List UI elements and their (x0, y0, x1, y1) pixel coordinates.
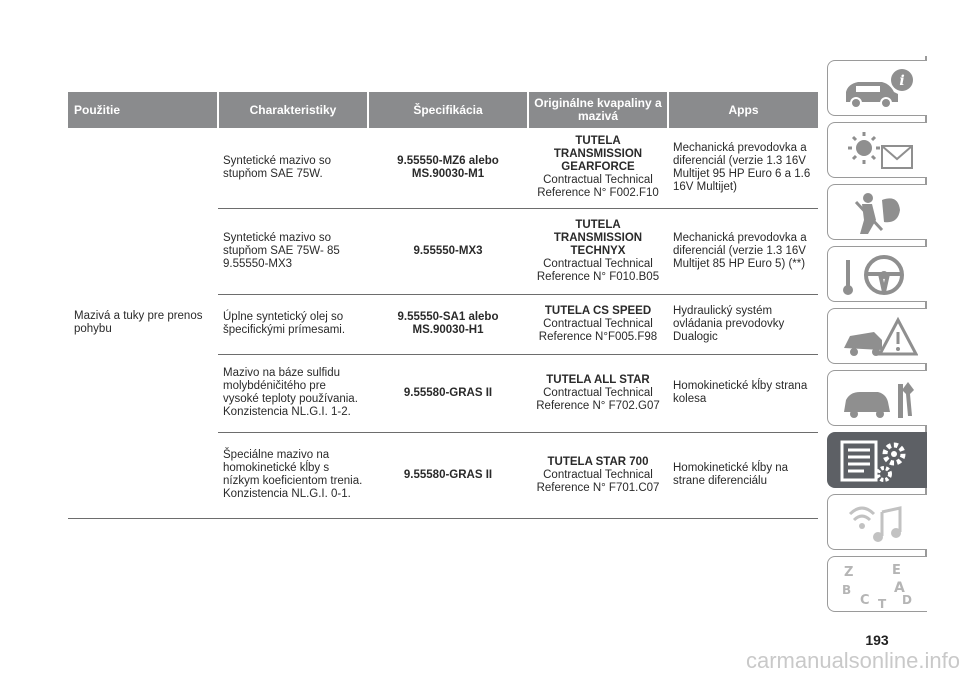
characteristics-cell: Mazivo na báze sulfidu molybdéničitého pre vysoké teploty používania. Konzistencia NL.G.I. 1-2. (218, 354, 368, 432)
technical-data-icon (838, 438, 918, 484)
apps-cell: Mechanická prevodovka a diferenciál (verzie 1.3 16V Multijet 85 HP Euro 5) (**) (668, 208, 818, 294)
watermark: carmanualsonline.info (745, 648, 960, 673)
tab-warning-lights[interactable] (827, 122, 927, 178)
tab-index[interactable] (827, 556, 927, 612)
fluid-cell (528, 208, 668, 294)
steering-start-icon (838, 252, 918, 298)
index-letter: B (842, 583, 852, 597)
characteristics-cell: Špeciálne mazivo na homokinetické kĺby s nízkym koeficientom trenia. Konzistencia NL.G.I. 0-1. (218, 432, 368, 518)
fluid-cell (528, 354, 668, 432)
fluid-reference: Contractual Technical Reference N° F702.G07 (536, 386, 660, 412)
car-info-icon (838, 66, 918, 112)
header-usage: Použitie (68, 92, 218, 128)
safety-airbag-icon (838, 190, 918, 236)
specification-cell: 9.55580-GRAS II (368, 354, 528, 432)
specification-cell: 9.55550-MZ6 alebo MS.90030-M1 (368, 128, 528, 208)
tab-multimedia[interactable] (827, 494, 927, 550)
index-letter: A (894, 580, 905, 596)
index-letter: D (902, 593, 912, 607)
header-specification: Špecifikácia (368, 92, 528, 128)
fluid-cell (528, 128, 668, 208)
fluid-reference: Contractual Technical Reference N°F005.F98 (538, 317, 658, 343)
fluid-cell (528, 432, 668, 518)
index-letter: T (878, 597, 887, 608)
fluid-name: TUTELA TRANSMISSION GEARFORCE (553, 135, 643, 174)
usage-cell: Mazivá a tuky pre prenos pohybu (68, 128, 218, 518)
characteristics-cell: Úplne syntetický olej so špecifickými prímesami. (218, 294, 368, 354)
header-characteristics: Charakteristiky (218, 92, 368, 128)
apps-cell: Hydraulický systém ovládania prevodovky Dualogic (668, 294, 818, 354)
table-header-row (68, 92, 818, 128)
tab-car-info[interactable] (827, 60, 927, 116)
index-letter: C (860, 593, 870, 608)
multimedia-icon (838, 500, 918, 546)
specification-cell: 9.55580-GRAS II (368, 432, 528, 518)
svg-text:i: i (899, 73, 905, 89)
characteristics-cell: Syntetické mazivo so stupňom SAE 75W. (218, 128, 368, 208)
fluid-reference: Contractual Technical Reference N° F010.B05 (536, 257, 660, 283)
tab-maintenance[interactable] (827, 370, 927, 426)
tab-emergency[interactable] (827, 308, 927, 364)
header-apps: Apps (668, 92, 818, 128)
fluid-cell (528, 294, 668, 354)
index-letter: E (892, 563, 901, 578)
maintenance-icon (838, 376, 918, 422)
header-fluids: Originálne kvapaliny a mazivá (528, 92, 668, 128)
apps-cell: Homokinetické kĺby na strane diferenciálu (668, 432, 818, 518)
table-row (68, 128, 818, 208)
fluid-reference: Contractual Technical Reference N° F701.C07 (536, 468, 660, 494)
fluid-name: TUTELA STAR 700 (547, 455, 649, 468)
apps-cell: Mechanická prevodovka a diferenciál (verzie 1.3 16V Multijet 95 HP Euro 6 a 1.6 16V Multijet) (668, 128, 818, 208)
tab-safety[interactable] (827, 184, 927, 240)
warning-lights-icon (838, 128, 918, 174)
tab-starting-driving[interactable] (827, 246, 927, 302)
index-letter: Z (844, 565, 854, 580)
fluid-name: TUTELA CS SPEED (544, 304, 652, 317)
specification-cell: 9.55550-SA1 alebo MS.90030-H1 (368, 294, 528, 354)
page-number: 193 (865, 632, 889, 648)
characteristics-cell: Syntetické mazivo so stupňom SAE 75W- 85 9.55550-MX3 (218, 208, 368, 294)
fluid-name: TUTELA ALL STAR (546, 373, 650, 386)
emergency-icon (838, 314, 918, 360)
fluid-reference: Contractual Technical Reference N° F002.F10 (537, 174, 659, 200)
specification-cell: 9.55550-MX3 (368, 208, 528, 294)
fluid-name: TUTELA TRANSMISSION TECHNYX (553, 218, 643, 257)
index-icon (838, 562, 918, 608)
apps-cell: Homokinetické kĺby strana kolesa (668, 354, 818, 432)
fluids-table (68, 92, 818, 519)
tab-technical-data[interactable] (827, 432, 927, 488)
